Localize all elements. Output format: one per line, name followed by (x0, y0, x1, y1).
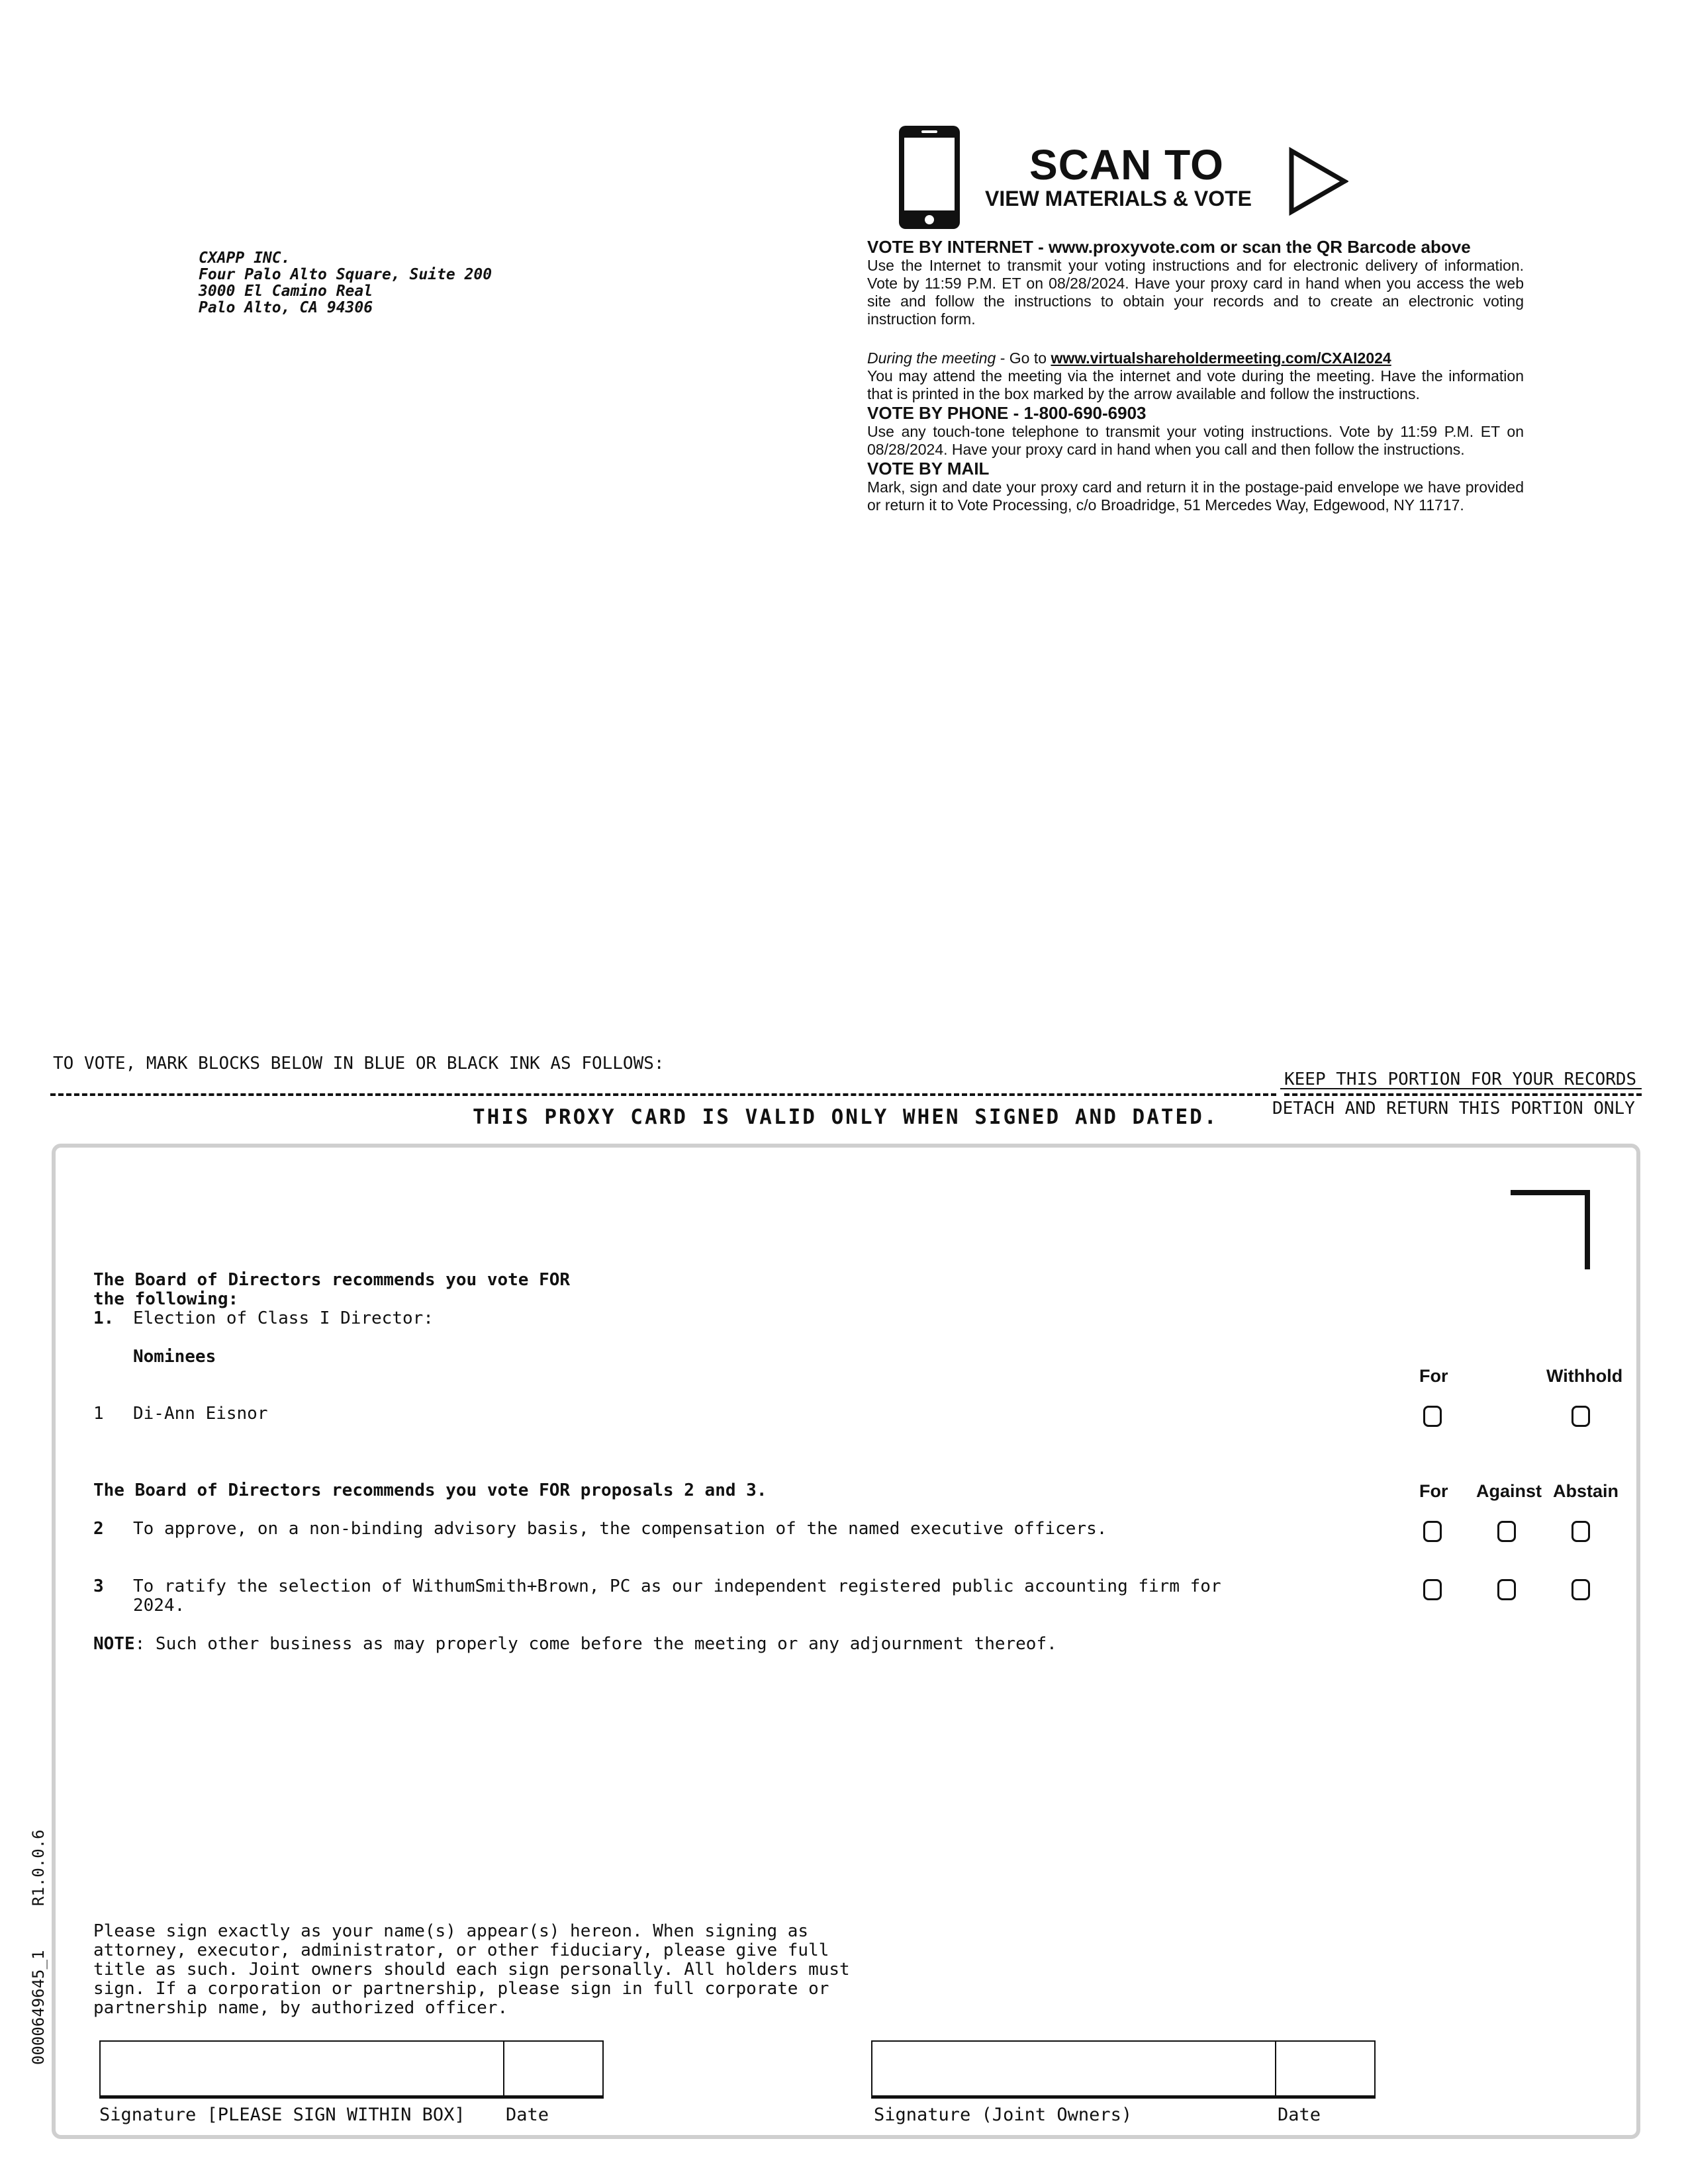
proposal-2-against-checkbox[interactable] (1497, 1521, 1516, 1542)
proposal-3-against-checkbox[interactable] (1497, 1579, 1516, 1600)
proposal-2-number: 2 (93, 1519, 104, 1539)
sign-instructions-line-5: partnership name, by authorized officer. (93, 1998, 508, 2018)
date-box[interactable] (503, 2040, 604, 2099)
vote-by-mail-heading: VOTE BY MAIL (867, 459, 990, 478)
scan-to-title: SCAN TO (1029, 141, 1224, 189)
proposal-2-abstain-checkbox[interactable] (1571, 1521, 1590, 1542)
joint-signature-box[interactable] (871, 2040, 1276, 2099)
vote-by-internet-heading: VOTE BY INTERNET - www.proxyvote.com or scan the QR Barcode above (867, 237, 1471, 257)
proposal-3-text-line2: 2024. (133, 1596, 185, 1615)
detach-dashed-line (50, 1093, 1276, 1096)
vote-by-mail-body: Mark, sign and date your proxy card and return it in the postage-paid envelope we have provided or return it to Vote Processing, c/o Broadridge, 51 Mercedes Way, Edgewood, NY 11717. (867, 478, 1524, 514)
signature-box[interactable] (99, 2040, 504, 2099)
note-label: NOTE (93, 1634, 135, 1654)
vote-by-phone-heading: VOTE BY PHONE - 1-800-690-6903 (867, 403, 1147, 423)
signature-label: Signature [PLEASE SIGN WITHIN BOX] (99, 2105, 465, 2125)
joint-signature-label: Signature (Joint Owners) (874, 2105, 1133, 2125)
mobile-phone-icon (896, 124, 962, 230)
address-line-1: Four Palo Alto Square, Suite 200 (199, 266, 492, 283)
company-address-block (199, 250, 492, 316)
item-1-text: Election of Class I Director: (133, 1308, 434, 1328)
joint-date-box[interactable] (1275, 2040, 1376, 2099)
column-header-for-2: For (1419, 1481, 1448, 1501)
address-line-3: Palo Alto, CA 94306 (199, 299, 373, 316)
meeting-lead (867, 349, 1524, 367)
detach-dashed-line-right (1284, 1093, 1642, 1096)
board-recommendation-2: The Board of Directors recommends you vote FOR proposals 2 and 3. (93, 1480, 767, 1500)
valid-notice: THIS PROXY CARD IS VALID ONLY WHEN SIGNED AND DATED. (473, 1105, 1219, 1129)
sign-instructions-line-4: sign. If a corporation or partnership, please sign in full corporate or (93, 1979, 829, 1999)
nominees-label: Nominees (133, 1347, 216, 1367)
proposal-2-text: To approve, on a non-binding advisory basis, the compensation of the named executive officers. (133, 1519, 1107, 1539)
proposal-3-text-line1: To ratify the selection of WithumSmith+Brown, PC as our independent registered public accounting firm for (133, 1576, 1221, 1596)
vote-by-phone-body: Use any touch-tone telephone to transmit your voting instructions. Vote by 11:59 P.M. ET on 08/28/2024. Have your proxy card in hand when you call and then follow the instructions. (867, 423, 1524, 458)
keep-underline (1280, 1088, 1642, 1089)
to-vote-instruction: TO VOTE, MARK BLOCKS BELOW IN BLUE OR BLACK INK AS FOLLOWS: (53, 1054, 665, 1073)
corner-registration-mark (1511, 1190, 1590, 1269)
proposal-3-for-checkbox[interactable] (1423, 1579, 1442, 1600)
note-text: : Such other business as may properly come before the meeting or any adjournment thereof. (134, 1634, 1057, 1654)
item-1-number: 1. (93, 1308, 115, 1328)
nominee-number: 1 (93, 1404, 104, 1424)
voting-instructions (867, 237, 1524, 514)
sign-instructions-line-1: Please sign exactly as your name(s) appear(s) hereon. When signing as (93, 1921, 809, 1941)
nominee-withhold-checkbox[interactable] (1571, 1406, 1590, 1427)
scan-to-subtitle: VIEW MATERIALS & VOTE (985, 187, 1252, 210)
address-line-2: 3000 El Camino Real (199, 283, 373, 300)
column-header-withhold: Withhold (1546, 1366, 1623, 1386)
sign-instructions-line-3: title as such. Joint owners should each sign personally. All holders must (93, 1960, 850, 1979)
meeting-lead-italic: During the meeting (867, 349, 996, 367)
keep-portion-label: KEEP THIS PORTION FOR YOUR RECORDS (1284, 1069, 1637, 1089)
meeting-lead-text: - Go to (996, 349, 1051, 367)
column-header-for: For (1419, 1366, 1448, 1386)
document-code: 0000649645_1 (29, 1950, 48, 2065)
nominee-for-checkbox[interactable] (1423, 1406, 1442, 1427)
play-arrow-icon (1288, 147, 1348, 216)
proposal-2-for-checkbox[interactable] (1423, 1521, 1442, 1542)
board-recommendation-1-line2: the following: (93, 1289, 239, 1309)
board-recommendation-1-line1: The Board of Directors recommends you vote FOR (93, 1270, 571, 1290)
date-label: Date (506, 2105, 549, 2125)
proposal-3-number: 3 (93, 1576, 104, 1596)
nominee-name: Di-Ann Eisnor (133, 1404, 268, 1424)
virtual-meeting-link[interactable]: www.virtualshareholdermeeting.com/CXAI2024 (1051, 349, 1391, 367)
vote-by-internet-body: Use the Internet to transmit your voting instructions and for electronic delivery of information. Vote by 11:59 P.M. ET on 08/28/2024. Have your proxy card in hand when you access the web site and follow the instructions to obtain your records and to create an electronic voting instruction form. (867, 257, 1524, 328)
meeting-body: You may attend the meeting via the internet and vote during the meeting. Have the information that is printed in the box marked by the arrow available and follow the instructions. (867, 367, 1524, 402)
note-line (93, 1635, 1057, 1654)
company-name: CXAPP INC. (199, 250, 291, 267)
column-header-abstain: Abstain (1553, 1481, 1619, 1501)
column-header-against: Against (1476, 1481, 1542, 1501)
detach-return-label: DETACH AND RETURN THIS PORTION ONLY (1272, 1099, 1635, 1118)
proposal-3-abstain-checkbox[interactable] (1571, 1579, 1590, 1600)
joint-date-label: Date (1278, 2105, 1321, 2125)
revision-code: R1.0.0.6 (29, 1829, 48, 1906)
sign-instructions-line-2: attorney, executor, administrator, or other fiduciary, please give full (93, 1940, 829, 1960)
